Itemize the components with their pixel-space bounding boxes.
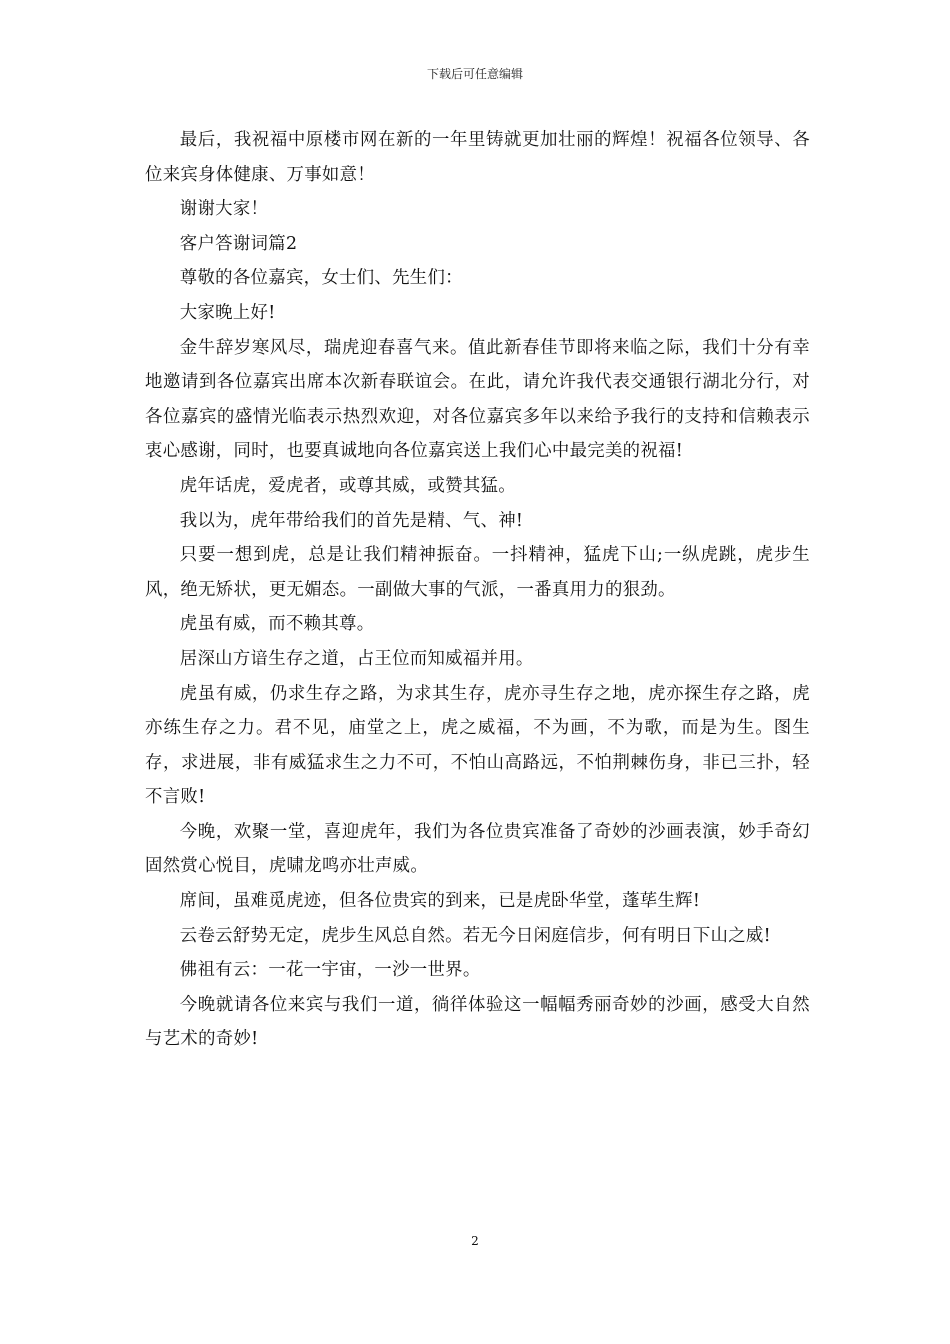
paragraph: 谢谢大家！ [179, 199, 269, 220]
paragraph: 虎虽有威，而不赖其尊。 [179, 614, 375, 635]
paragraph: 云卷云舒势无定，虎步生风总自然。若无今日闲庭信步，何有明日下山之威! [179, 925, 771, 946]
page-header: 下载后可任意编辑 [426, 67, 523, 81]
greeting: 大家晚上好! [179, 302, 276, 323]
paragraph: 虎年话虎，爱虎者，或尊其威，或赞其猛。 [179, 475, 516, 496]
document-body [145, 123, 810, 1057]
salutation: 尊敬的各位嘉宾，女士们、先生们： [179, 268, 463, 289]
paragraph: 虎虽有威，仍求生存之路，为求其生存，虎亦寻生存之地，虎亦探生存之路，虎亦练生存之力。君不见，庙堂之上，虎之威福，不为画，不为歌，而是为生。图生存，求进展，非有威猛求生之力不可，不怕山高路远，不怕荆棘伤身，非已三扑，轻不言败! [145, 683, 810, 808]
paragraph: 居深山方谙生存之道，占王位而知威福并用。 [179, 648, 534, 669]
paragraph: 席间，虽难觅虎迹，但各位贵宾的到来，已是虎卧华堂，蓬荜生辉! [179, 891, 701, 912]
section-title: 客户答谢词篇2 [179, 233, 298, 254]
paragraph: 佛祖有云：一花一宇宙，一沙一世界。 [179, 960, 481, 981]
paragraph: 今晚就请各位来宾与我们一道，徜徉体验这一幅幅秀丽奇妙的沙画，感受大自然与艺术的奇妙! [145, 994, 810, 1050]
page-number: 2 [471, 1234, 479, 1248]
paragraph: 最后，我祝福中原楼市网在新的一年里铸就更加壮丽的辉煌！祝福各位领导、各位来宾身体健康、万事如意！ [145, 130, 810, 185]
paragraph: 我以为，虎年带给我们的首先是精、气、神! [179, 510, 524, 531]
paragraph: 今晚，欢聚一堂，喜迎虎年，我们为各位贵宾准备了奇妙的沙画表演，妙手奇幻固然赏心悦目，虎啸龙鸣亦壮声威。 [145, 821, 810, 877]
paragraph: 金牛辞岁寒风尽，瑞虎迎春喜气来。值此新春佳节即将来临之际，我们十分有幸地邀请到各位嘉宾出席本次新春联谊会。在此，请允许我代表交通银行湖北分行，对各位嘉宾的盛情光临表示热烈欢迎，对各位嘉宾多年以来给予我行的支持和信赖表示衷心感谢，同时，也要真诚地向各位嘉宾送上我们心中最完美的祝福! [145, 337, 810, 462]
paragraph: 只要一想到虎，总是让我们精神振奋。一抖精神，猛虎下山;一纵虎跳，虎步生风，绝无矫状，更无媚态。一副做大事的气派，一番真用力的狠劲。 [145, 545, 810, 600]
